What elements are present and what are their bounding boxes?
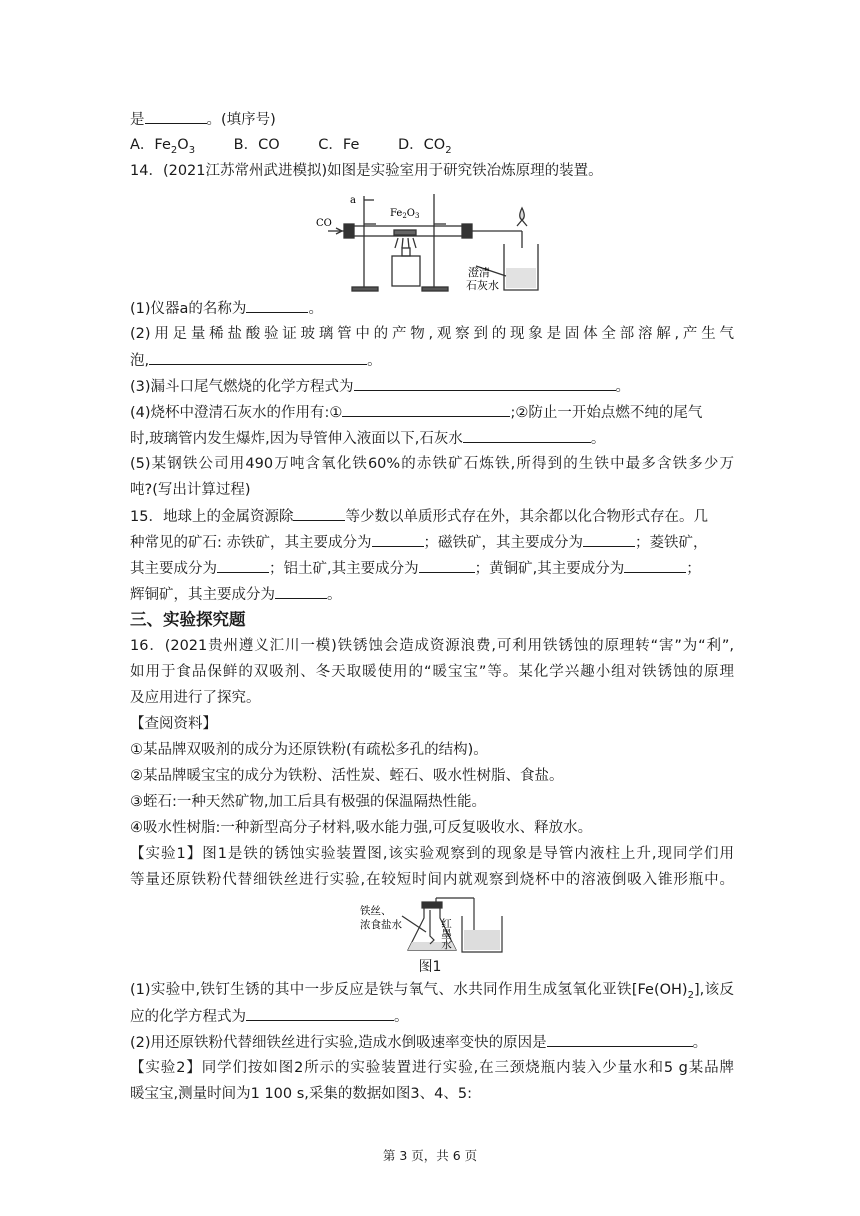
section-heading-3: 三、实验探究题: [130, 610, 246, 629]
answer-blank[interactable]: [372, 531, 424, 547]
q14-4-line2: 时,玻璃管内发生爆炸,因为导管伸入液面以下,石灰水 。: [130, 427, 734, 450]
iron-smelting-apparatus-figure: [316, 186, 540, 294]
answer-blank[interactable]: [583, 531, 635, 547]
answer-blank[interactable]: [145, 108, 207, 124]
answer-blank[interactable]: [293, 505, 345, 521]
q16-1-line2: 应的化学方程式为 。: [130, 1005, 734, 1028]
q13-options: [130, 134, 734, 156]
option-a: A．$Fe_2O_3$: [130, 137, 196, 156]
option-b: B．CO: [233, 137, 280, 153]
label-fe2o3: $Fe_2O_3$: [390, 208, 420, 220]
q16-1-line1: (1)实验中,铁钉生锈的其中一步反应是铁与氧气、水共同作用生成氢氧化亚铁$[Fe(OH)_2]$,该反: [130, 982, 734, 1001]
exp1-line1: 【实验1】图1是铁的锈蚀实验装置图,该实验观察到的现象是导管内液柱上升,现同学们用: [130, 846, 734, 862]
answer-blank[interactable]: [463, 427, 591, 443]
q16-stem-line2: 如用于食品保鲜的双吸剂、冬天取暖使用的“暖宝宝”等。某化学兴趣小组对铁锈蚀的原理: [130, 664, 734, 680]
answer-blank[interactable]: [275, 583, 327, 599]
info-item-1: ①某品牌双吸剂的成分为还原铁粉(有疏松多孔的结构)。: [130, 742, 488, 758]
q14-2-line2: 泡, 。: [130, 349, 734, 372]
fig1-caption: 图1: [418, 959, 442, 975]
option-c: C．Fe: [318, 137, 360, 153]
answer-blank[interactable]: [547, 1031, 693, 1047]
q13-tail-line: 是 。(填序号): [130, 108, 734, 131]
info-item-4: ④吸水性树脂:一种新型高分子材料,吸水能力强,可反复吸收水、释放水。: [130, 820, 593, 836]
label-co: CO: [316, 218, 332, 229]
q15-line3: 其主要成分为 ；铝土矿,其主要成分为 ；黄铜矿,其主要成分为 ；: [130, 557, 734, 580]
page-footer: 第 3 页，共 6 页: [382, 1148, 478, 1163]
label-limewater-1: 澄清: [468, 266, 490, 279]
fig1-label-salt: 浓食盐水: [360, 919, 402, 931]
answer-blank[interactable]: [246, 297, 308, 313]
q15-line4: 辉铜矿，其主要成分为 。: [130, 583, 734, 606]
answer-blank[interactable]: [354, 375, 616, 391]
exp1-line2: 等量还原铁粉代替细铁丝进行实验,在较短时间内就观察到烧杯中的溶液倒吸入锥形瓶中。: [130, 872, 734, 888]
option-d: D．$CO_2$: [397, 137, 452, 156]
answer-blank[interactable]: [217, 557, 269, 573]
q14-5-line1: (5)某钢铁公司用490万吨含氧化铁60%的赤铁矿石炼铁,所得到的生铁中最多含铁多少万: [130, 456, 734, 472]
q16-stem-line3: 及应用进行了探究。: [130, 690, 261, 706]
q16-stem-line1: 16．(2021贵州遵义汇川一模)铁锈蚀会造成资源浪费,可利用铁锈蚀的原理转“害”为“利”,: [130, 638, 734, 654]
q16-2: (2)用还原铁粉代替细铁丝进行实验,造成水倒吸速率变快的原因是 。: [130, 1031, 734, 1054]
q14-stem: 14．(2021江苏常州武进模拟)如图是实验室用于研究铁冶炼原理的装置。: [130, 163, 603, 179]
info-title: 【查阅资料】: [130, 716, 217, 732]
q14-2-line1: (2)用足量稀盐酸验证玻璃管中的产物,观察到的现象是固体全部溶解,产生气: [130, 326, 734, 342]
q15-line2: 种常见的矿石: 赤铁矿，其主要成分为 ；磁铁矿，其主要成分为 ；菱铁矿，: [130, 531, 734, 554]
answer-blank[interactable]: [624, 557, 686, 573]
exp2-line1: 【实验2】同学们按如图2所示的实验装置进行实验,在三颈烧瓶内装入少量水和5 g某品牌: [130, 1060, 734, 1076]
q14-5-line2: 吨?(写出计算过程): [130, 482, 251, 498]
rust-experiment-figure: [360, 896, 504, 954]
answer-blank[interactable]: [149, 349, 367, 365]
q15-line1: 15．地球上的金属资源除 等少数以单质形式存在外，其余都以化合物形式存在。几: [130, 505, 734, 528]
answer-blank[interactable]: [246, 1005, 394, 1021]
q14-4-line1: (4)烧杯中澄清石灰水的作用有:① ;②防止一开始点燃不纯的尾气: [130, 401, 734, 424]
answer-blank[interactable]: [342, 401, 510, 417]
answer-blank[interactable]: [419, 557, 475, 573]
info-item-2: ②某品牌暖宝宝的成分为铁粉、活性炭、蛭石、吸水性树脂、食盐。: [130, 768, 564, 784]
fig1-label-wire: 铁丝、: [360, 905, 392, 917]
label-a: a: [350, 195, 356, 206]
q14-3: (3)漏斗口尾气燃烧的化学方程式为 。: [130, 375, 734, 398]
fig1-label-ink: 红墨水: [440, 918, 452, 950]
q14-1: (1)仪器a的名称为 。: [130, 297, 734, 320]
label-limewater-2: 石灰水: [466, 279, 499, 292]
exp2-line2: 暖宝宝,测量时间为1 100 s,采集的数据如图3、4、5:: [130, 1086, 472, 1102]
info-item-3: ③蛭石:一种天然矿物,加工后具有极强的保温隔热性能。: [130, 794, 486, 810]
